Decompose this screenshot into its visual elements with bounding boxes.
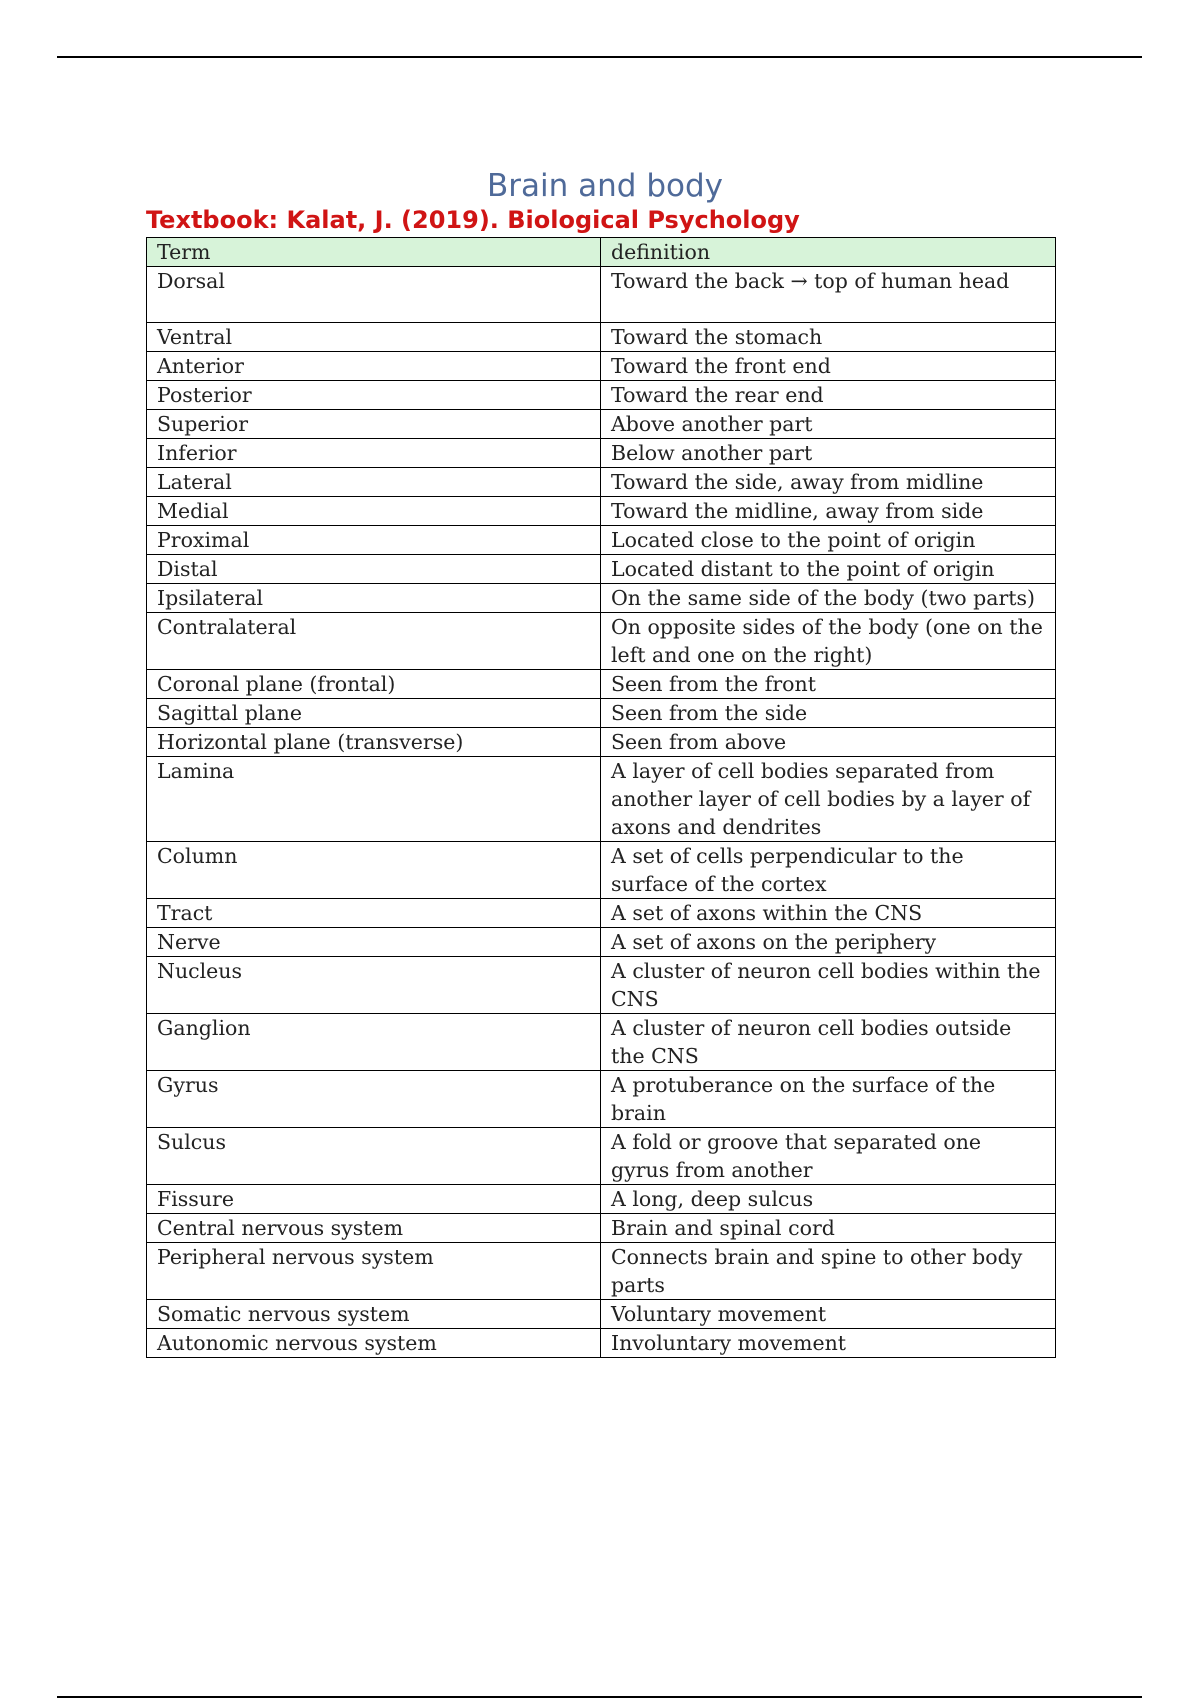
textbook-citation: Textbook: Kalat, J. (2019). Biological Psychology: [146, 206, 800, 234]
term-cell: Nucleus: [147, 957, 601, 1014]
table-row: [147, 381, 1056, 410]
definition-cell: A cluster of neuron cell bodies outside the CNS: [601, 1014, 1056, 1071]
bottom-rule: [57, 1696, 1142, 1698]
table-header-row: [147, 238, 1056, 267]
table-row: [147, 526, 1056, 555]
table-row: [147, 842, 1056, 899]
term-cell: Sulcus: [147, 1128, 601, 1185]
table-row: [147, 1214, 1056, 1243]
definition-cell: A protuberance on the surface of the brain: [601, 1071, 1056, 1128]
term-cell: Gyrus: [147, 1071, 601, 1128]
table-row: [147, 1014, 1056, 1071]
definition-cell: Toward the front end: [601, 352, 1056, 381]
term-cell: Coronal plane (frontal): [147, 670, 601, 699]
table-row: [147, 613, 1056, 670]
definition-cell: Toward the rear end: [601, 381, 1056, 410]
definition-cell: Toward the midline, away from side: [601, 497, 1056, 526]
definition-cell: Located distant to the point of origin: [601, 555, 1056, 584]
term-cell: Ventral: [147, 323, 601, 352]
term-cell: Contralateral: [147, 613, 601, 670]
definition-cell: Toward the side, away from midline: [601, 468, 1056, 497]
table-row: [147, 1185, 1056, 1214]
table-row: [147, 439, 1056, 468]
table-row: [147, 584, 1056, 613]
definition-cell: A long, deep sulcus: [601, 1185, 1056, 1214]
term-cell: Dorsal: [147, 267, 601, 323]
table-row: [147, 757, 1056, 842]
term-cell: Inferior: [147, 439, 601, 468]
definition-cell: A set of cells perpendicular to the surface of the cortex: [601, 842, 1056, 899]
term-cell: Sagittal plane: [147, 699, 601, 728]
term-cell: Somatic nervous system: [147, 1300, 601, 1329]
table-row: [147, 497, 1056, 526]
term-cell: Superior: [147, 410, 601, 439]
terms-table: [146, 237, 1056, 1358]
definition-cell: Brain and spinal cord: [601, 1214, 1056, 1243]
term-cell: Column: [147, 842, 601, 899]
table-row: [147, 555, 1056, 584]
definition-cell: Located close to the point of origin: [601, 526, 1056, 555]
table-row: [147, 410, 1056, 439]
table-row: [147, 1329, 1056, 1358]
table-row: [147, 352, 1056, 381]
term-cell: Posterior: [147, 381, 601, 410]
definition-cell: Voluntary movement: [601, 1300, 1056, 1329]
definition-cell: Seen from above: [601, 728, 1056, 757]
definition-cell: Involuntary movement: [601, 1329, 1056, 1358]
table-row: [147, 699, 1056, 728]
term-cell: Lateral: [147, 468, 601, 497]
definition-cell: A layer of cell bodies separated from another layer of cell bodies by a layer of axons and dendrites: [601, 757, 1056, 842]
definition-cell: Toward the back → top of human head: [601, 267, 1056, 323]
definition-cell: On opposite sides of the body (one on the left and one on the right): [601, 613, 1056, 670]
definition-cell: A cluster of neuron cell bodies within the CNS: [601, 957, 1056, 1014]
table-row: [147, 670, 1056, 699]
table-row: [147, 1071, 1056, 1128]
term-cell: Nerve: [147, 928, 601, 957]
definition-cell: On the same side of the body (two parts): [601, 584, 1056, 613]
term-cell: Distal: [147, 555, 601, 584]
term-cell: Medial: [147, 497, 601, 526]
definition-cell: Seen from the side: [601, 699, 1056, 728]
term-cell: Tract: [147, 899, 601, 928]
table-row: [147, 468, 1056, 497]
table-row: [147, 1243, 1056, 1300]
table-row: [147, 1128, 1056, 1185]
header-definition: definition: [601, 238, 1056, 267]
table-row: [147, 928, 1056, 957]
table-row: [147, 899, 1056, 928]
definition-cell: Above another part: [601, 410, 1056, 439]
table-row: [147, 957, 1056, 1014]
definition-cell: A set of axons within the CNS: [601, 899, 1056, 928]
table-row: [147, 1300, 1056, 1329]
term-cell: Anterior: [147, 352, 601, 381]
term-cell: Ipsilateral: [147, 584, 601, 613]
term-cell: Central nervous system: [147, 1214, 601, 1243]
definition-cell: Toward the stomach: [601, 323, 1056, 352]
term-cell: Autonomic nervous system: [147, 1329, 601, 1358]
definition-cell: A fold or groove that separated one gyrus from another: [601, 1128, 1056, 1185]
definition-cell: Seen from the front: [601, 670, 1056, 699]
term-cell: Proximal: [147, 526, 601, 555]
table-row: [147, 267, 1056, 323]
definition-cell: A set of axons on the periphery: [601, 928, 1056, 957]
term-cell: Horizontal plane (transverse): [147, 728, 601, 757]
term-cell: Fissure: [147, 1185, 601, 1214]
term-cell: Ganglion: [147, 1014, 601, 1071]
table-row: [147, 323, 1056, 352]
definition-cell: Connects brain and spine to other body parts: [601, 1243, 1056, 1300]
term-cell: Lamina: [147, 757, 601, 842]
term-cell: Peripheral nervous system: [147, 1243, 601, 1300]
document-title: Brain and body: [487, 168, 723, 204]
table-row: [147, 728, 1056, 757]
definition-cell: Below another part: [601, 439, 1056, 468]
header-term: Term: [147, 238, 601, 267]
top-rule: [57, 56, 1142, 58]
